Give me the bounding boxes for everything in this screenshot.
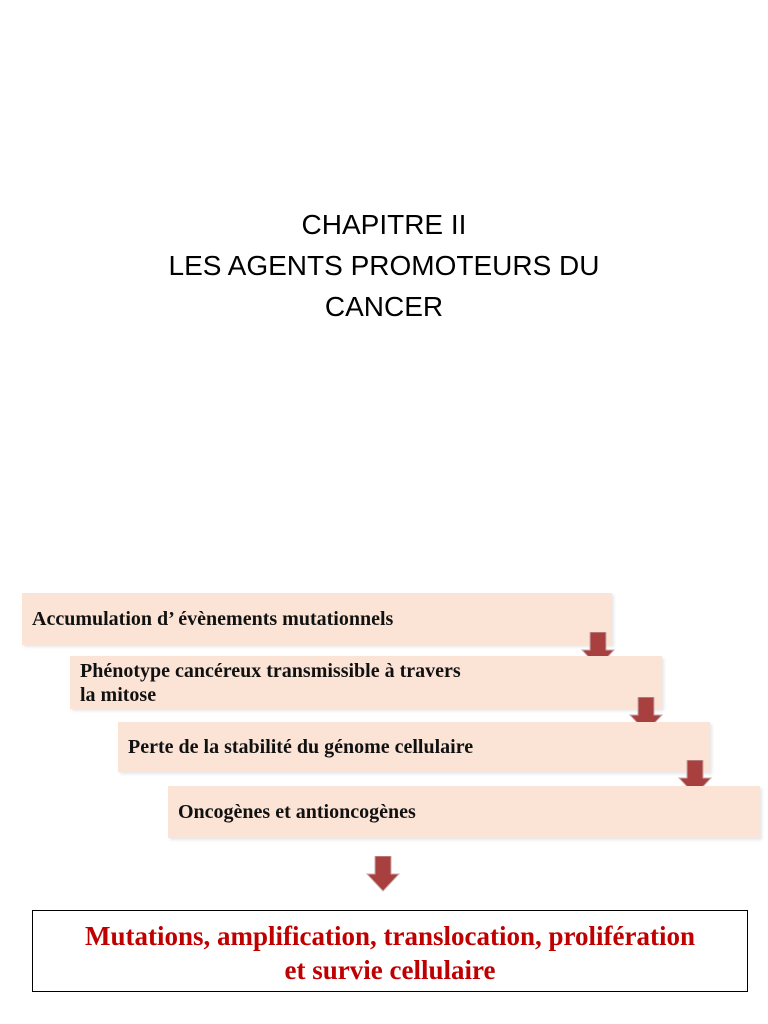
process-step-2-line-1: Phénotype cancéreux transmissible à travers: [80, 659, 461, 682]
page-title: [0, 204, 768, 327]
title-line-subject: LES AGENTS PROMOTEURS DU: [168, 250, 600, 281]
process-step-3: [118, 722, 710, 772]
process-step-1: [22, 593, 612, 645]
process-step-4-text: Oncogènes et antioncogènes: [178, 801, 416, 823]
result-line-1: Mutations, amplification, translocation, prolifération: [85, 921, 695, 951]
process-step-2: [70, 656, 662, 709]
result-line-2: et survie cellulaire: [284, 955, 496, 985]
process-step-1-text: Accumulation d’ évènements mutationnels: [32, 608, 394, 630]
process-step-3-text: Perte de la stabilité du génome cellulaire: [128, 736, 474, 758]
process-step-2-text: [80, 659, 461, 707]
arrow-down-icon: [366, 856, 400, 892]
title-line-subject-end: CANCER: [324, 291, 444, 322]
process-step-4: [168, 786, 760, 838]
result-box: [32, 910, 748, 992]
process-step-2-line-2: la mitose: [80, 683, 157, 706]
title-line-chapter: CHAPITRE II: [301, 209, 467, 240]
